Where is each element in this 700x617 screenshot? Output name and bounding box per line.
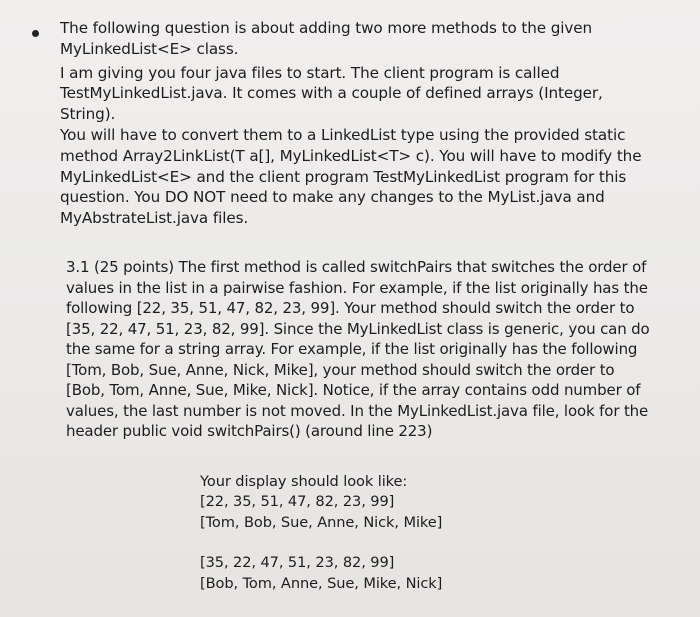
question-line: header public void switchPairs() (around line 223) [66,422,433,440]
question-line: values in the list in a pairwise fashion. For example, if the list originally has the [66,278,648,297]
intro-line: MyLinkedList<E> and the client program TestMyLinkedList program for this [60,167,627,186]
output-heading: Your display should look like: [200,473,408,490]
intro-line: The following question is about adding two more methods to the given [60,19,593,37]
question-line: values, the last number is not moved. In the MyLinkedList.java file, look for the [66,401,649,420]
intro-line: MyLinkedList<E> class. [60,39,239,58]
output-spacer [200,533,560,553]
intro-line: method Array2LinkList(T a[], MyLinkedList<T> c). You will have to modify the [60,146,642,165]
intro-line: question. You DO NOT need to make any changes to the MyList.java and [60,188,605,207]
question-line: [35, 22, 47, 51, 23, 82, 99]. Since the MyLinkedList class is generic, you can do [66,319,650,338]
question-line: 3.1 (25 points) The first method is called switchPairs that switches the order of [66,258,647,276]
output-before-int: [22, 35, 51, 47, 82, 23, 99] [200,493,395,511]
expected-output [200,472,560,594]
intro-line: MyAbstrateList.java files. [60,209,249,228]
question-line: following [22, 35, 51, 47, 82, 23, 99]. Your method should switch the order to [66,299,635,317]
question-line: [Bob, Tom, Anne, Sue, Mike, Nick]. Notice, if the array contains odd number of [66,381,641,399]
output-before-str: [Tom, Bob, Sue, Anne, Nick, Mike] [200,513,443,531]
bullet-icon [32,30,39,37]
intro-paragraph [60,18,660,229]
question-3-1 [66,257,656,442]
intro-line: You will have to convert them to a LinkedList type using the provided static [60,125,626,144]
intro-line: I am giving you four java files to start. The client program is called [60,63,560,82]
output-after-int: [35, 22, 47, 51, 23, 82, 99] [200,554,395,572]
question-line: the same for a string array. For example, if the list originally has the following [66,340,638,358]
intro-line: TestMyLinkedList.java. It comes with a couple of defined arrays (Integer, String). [60,84,603,124]
question-line: [Tom, Bob, Sue, Anne, Nick, Mike], your method should switch the order to [66,360,615,379]
output-after-str: [Bob, Tom, Anne, Sue, Mike, Nick] [200,574,443,592]
